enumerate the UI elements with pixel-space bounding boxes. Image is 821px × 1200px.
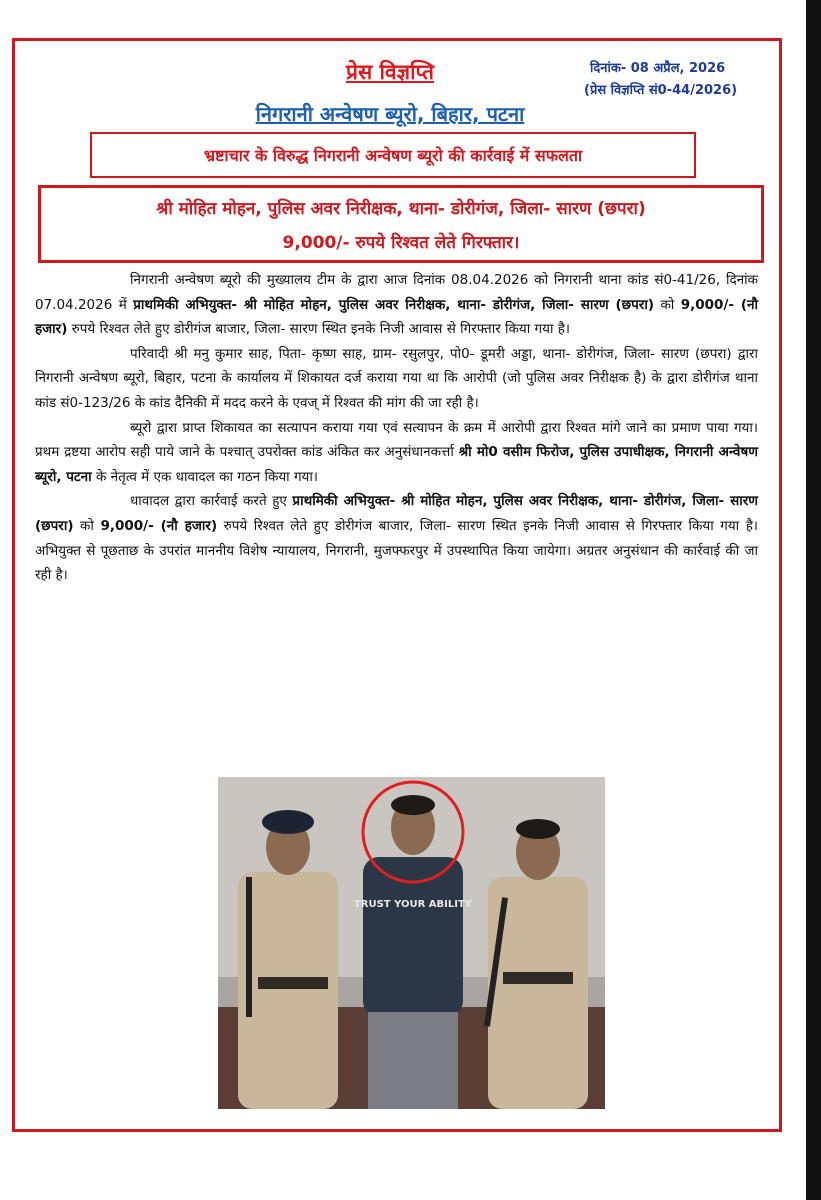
para4-text: धावादल द्वारा कार्रवाई करते हुए (130, 493, 293, 510)
para3-text: ब्यूरो द्वारा प्राप्त शिकायत का सत्यापन कराया गया एवं सत्यापन के क्रम में आरोपी द्वारा रिश्वत मांगे जाने का प्रमाण पाया गया। प्रथम द्रष्टया आरोप सही पाये जाने के पश्चात् उपरोक्त कांड अंकित कर अनुसंधानकर्त्ता (35, 419, 758, 461)
paragraph-3 (35, 416, 758, 490)
headline-box (90, 132, 696, 178)
para4-text-2: को (73, 517, 101, 534)
para4-accused: प्राथमिकी अभियुक्त- श्री मोहित मोहन, पुलिस अवर निरीक्षक, थाना- डोरीगंज, जिला- सारण (छपरा) (35, 493, 758, 534)
para1-text-3: रुपये रिश्वत लेते हुए डोरीगंज बाजार, जिला- सारण स्थित इनके निजी आवास से गिरफ्तार किया गया है। (67, 321, 571, 338)
highlight-box (38, 185, 764, 263)
para3-text-2: के नेतृत्व में एक धावादल का गठन किया गया। (91, 468, 318, 485)
paragraph-1 (35, 268, 758, 342)
highlight-line-2: 9,000/- रुपये रिश्वत लेते गिरफ्तार। (282, 233, 520, 253)
para1-text: निगरानी अन्वेषण ब्यूरो की मुख्यालय टीम के द्वारा आज दिनांक 08.04.2026 को निगरानी थाना कांड सं0-41/26, दिनांक 07.04.2026 में (35, 272, 758, 313)
para1-amount: 9,000/- (नौ हजार) (35, 296, 758, 338)
press-release-title: प्रेस विज्ञप्ति (346, 60, 434, 84)
arrest-photo-illustration (218, 777, 605, 1109)
arrest-photo (218, 777, 605, 1109)
page-edge (806, 0, 821, 1200)
organization-name: निगरानी अन्वेषण ब्यूरो, बिहार, पटना (255, 102, 525, 126)
press-release-body (35, 268, 758, 588)
para1-accused: प्राथमिकी अभियुक्त- श्री मोहित मोहन, पुलिस अवर निरीक्षक, थाना- डोरीगंज, जिला- सारण (छपरा) (133, 296, 654, 313)
para4-text-3: रुपये रिश्वत लेते हुए डोरीगंज बाजार, जिला- सारण स्थित इनके निजी आवास से गिरफ्तार किया गया है। अभियुक्त से पूछताछ के उपरांत माननीय विशेष न्यायालय, निगरानी, मुजफ्फरपुर में उपस्थापित किया जायेगा। अग्रतर अनुसंधान की कार्रवाई की जा रही है। (35, 517, 759, 584)
paragraph-2: परिवादी श्री मनु कुमार साह, पिता- कृष्ण साह, ग्राम- रसुलपुर, पो0- डूमरी अड्डा, थाना- डोरीगंज, जिला- सारण (छपरा) द्वारा निगरानी अन्वेषण ब्यूरो, बिहार, पटना के कार्यालय में शिकायत दर्ज कराया गया था कि आरोपी (जो पुलिस अवर निरीक्षक है) के द्वारा डोरीगंज थाना कांड सं0-123/26 के कांड दैनिकी में मदद करने के एवज् में रिश्वत की मांग की जा रही है। (35, 345, 758, 411)
release-number: (प्रेस विज्ञप्ति सं0-44/2026) (584, 83, 738, 98)
release-date: दिनांक- 08 अप्रैल, 2026 (590, 61, 726, 76)
paragraph-4 (35, 489, 758, 587)
para3-investigator: श्री मो0 वसीम फिरोज, पुलिस उपाधीक्षक, निगरानी अन्वेषण ब्यूरो, पटना (35, 444, 759, 485)
para1-text-2: को (654, 296, 681, 313)
tshirt-text: TRUST YOUR ABILITY (353, 899, 473, 910)
highlight-line-1: श्री मोहित मोहन, पुलिस अवर निरीक्षक, थाना- डोरीगंज, जिला- सारण (छपरा) (156, 199, 646, 219)
headline-text: भ्रष्टाचार के विरुद्ध निगरानी अन्वेषण ब्यूरो की कार्रवाई में सफलता (203, 146, 583, 165)
para4-amount: 9,000/- (नौ हजार) (100, 517, 218, 534)
